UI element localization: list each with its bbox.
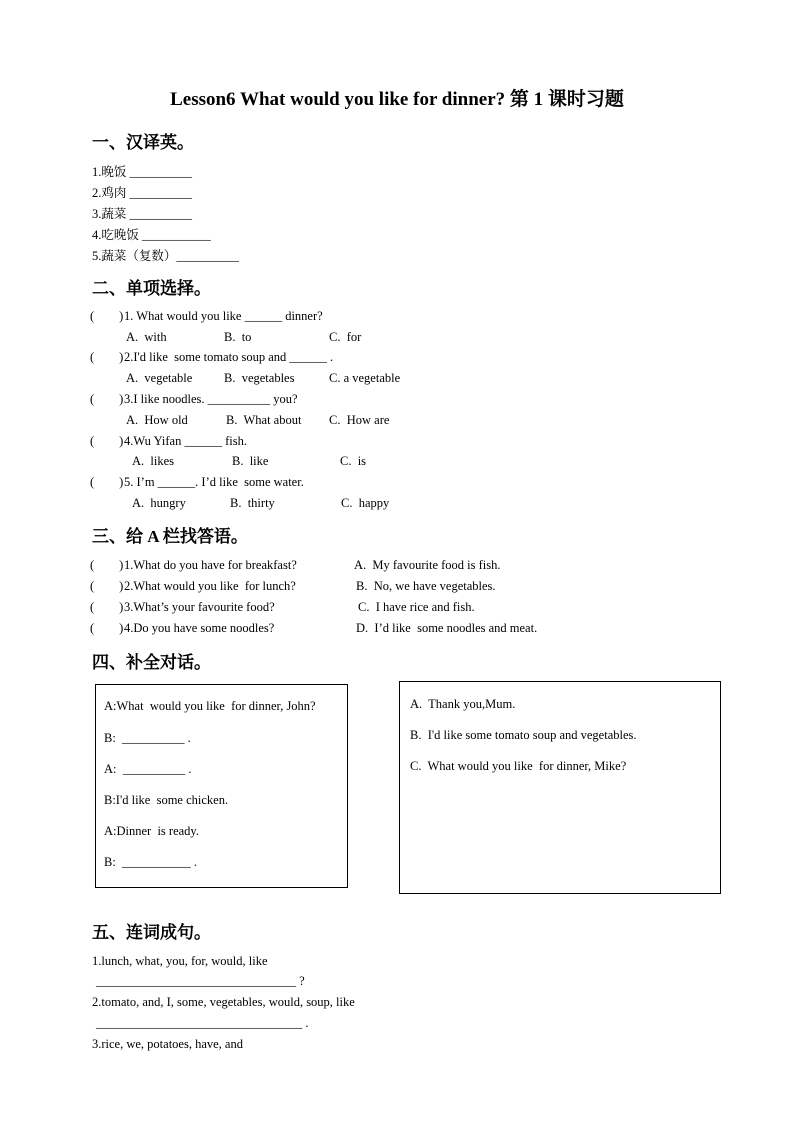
s3-row1-answer: A. My favourite food is fish.	[354, 558, 501, 572]
s3-row4-bracket: ( )	[90, 621, 124, 635]
s3-row4-answer: D. I’d like some noodles and meat.	[356, 621, 538, 635]
dialogue-line-1: A:What would you like for dinner, John?	[104, 699, 316, 713]
s2-q1-c: C. for	[329, 330, 362, 344]
s3-row1-question: 1.What do you have for breakfast?	[124, 558, 297, 572]
s1-item-2: 2.鸡肉 __________	[92, 186, 193, 200]
s5-item2-answer-line: _________________________________ .	[96, 1016, 309, 1030]
options-box	[399, 681, 721, 894]
dialogue-line-6: B: ___________ .	[104, 855, 198, 869]
s2-q1-a: A. with	[126, 330, 167, 344]
s2-q5-c: C. happy	[341, 496, 390, 510]
s2-q1-stem: 1. What would you like ______ dinner?	[124, 309, 323, 323]
s1-item-5: 5.蔬菜（复数）__________	[92, 249, 239, 263]
s5-item1-answer-line: ________________________________ ?	[96, 974, 305, 988]
s3-row3-question: 3.What’s your favourite food?	[124, 600, 275, 614]
s3-row1-bracket: ( )	[90, 558, 124, 572]
dialogue-option-c: C. What would you like for dinner, Mike?	[410, 759, 627, 773]
s2-q2-bracket: ( )	[90, 350, 124, 364]
s3-row4-question: 4.Do you have some noodles?	[124, 621, 275, 635]
s2-q4-a: A. likes	[132, 454, 175, 468]
s2-q2-a: A. vegetable	[126, 371, 193, 385]
s3-row3-answer: C. I have rice and fish.	[358, 600, 475, 614]
s2-q4-bracket: ( )	[90, 434, 124, 448]
s2-q3-bracket: ( )	[90, 392, 124, 406]
s2-q5-stem: 5. I’m ______. I’d like some water.	[124, 475, 304, 489]
dialogue-line-3: A: __________ .	[104, 762, 192, 776]
s2-q4-b: B. like	[232, 454, 269, 468]
section2-heading: 二、单项选择。	[92, 279, 211, 298]
s2-q5-b: B. thirty	[230, 496, 275, 510]
section3-heading: 三、给 A 栏找答语。	[92, 527, 248, 546]
dialogue-option-a: A. Thank you,Mum.	[410, 697, 516, 711]
s5-item2-words: 2.tomato, and, I, some, vegetables, would, soup, like	[92, 995, 355, 1009]
s2-q2-c: C. a vegetable	[329, 371, 401, 385]
s1-item-3: 3.蔬菜 __________	[92, 207, 193, 221]
dialogue-line-2: B: __________ .	[104, 731, 191, 745]
s2-q2-b: B. vegetables	[224, 371, 295, 385]
s2-q3-a: A. How old	[126, 413, 188, 427]
s2-q3-stem: 3.I like noodles. __________ you?	[124, 392, 298, 406]
page-title: Lesson6 What would you like for dinner? 第 1 课时习题	[170, 89, 624, 110]
s3-row3-bracket: ( )	[90, 600, 124, 614]
s2-q3-c: C. How are	[329, 413, 390, 427]
dialogue-line-4: B:I'd like some chicken.	[104, 793, 229, 807]
s1-item-1: 1.晚饭 __________	[92, 165, 193, 179]
s3-row2-question: 2.What would you like for lunch?	[124, 579, 296, 593]
s5-item3-words: 3.rice, we, potatoes, have, and	[92, 1037, 243, 1051]
s3-row2-bracket: ( )	[90, 579, 124, 593]
section1-heading: 一、汉译英。	[92, 133, 194, 152]
s2-q2-stem: 2.I'd like some tomato soup and ______ .	[124, 350, 334, 364]
section4-heading: 四、补全对话。	[92, 653, 211, 672]
s2-q3-b: B. What about	[226, 413, 302, 427]
s2-q1-bracket: ( )	[90, 309, 124, 323]
s2-q5-bracket: ( )	[90, 475, 124, 489]
s2-q5-a: A. hungry	[132, 496, 186, 510]
dialogue-option-b: B. I'd like some tomato soup and vegetables.	[410, 728, 637, 742]
section5-heading: 五、连词成句。	[92, 923, 211, 942]
s2-q1-b: B. to	[224, 330, 252, 344]
s5-item1-words: 1.lunch, what, you, for, would, like	[92, 954, 268, 968]
s2-q4-stem: 4.Wu Yifan ______ fish.	[124, 434, 247, 448]
dialogue-line-5: A:Dinner is ready.	[104, 824, 199, 838]
s1-item-4: 4.吃晚饭 ___________	[92, 228, 211, 242]
s3-row2-answer: B. No, we have vegetables.	[356, 579, 496, 593]
s2-q4-c: C. is	[340, 454, 367, 468]
